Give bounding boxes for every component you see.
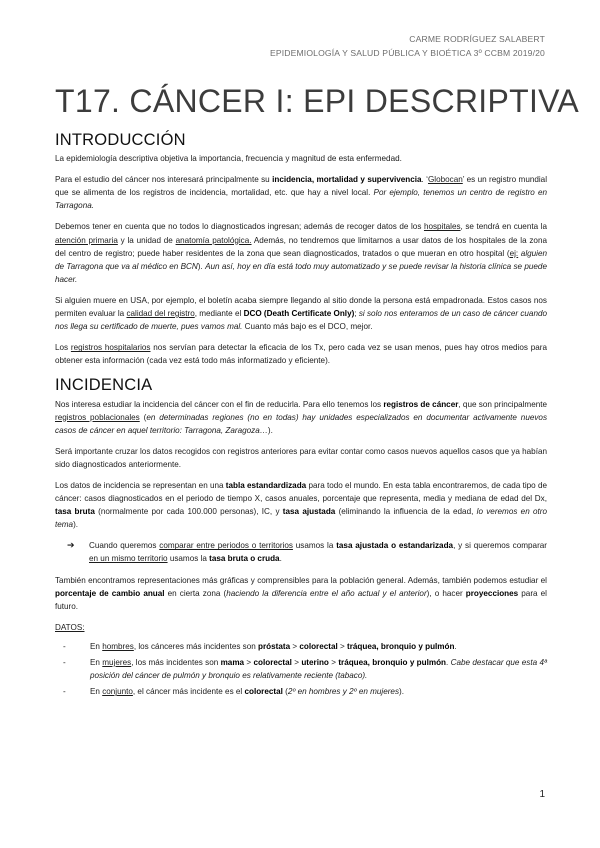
bold-term: tasa ajustada o estandarizada [336,541,454,551]
intro-paragraph-1: La epidemiología descriptiva objetiva la importancia, frecuencia y magnitud de esta enfermedad. [55,154,402,164]
text-run: Cuando queremos [89,541,160,551]
italic-note: haciendo la diferencia entre el año actual y el anterior [226,588,427,598]
bold-term: tráquea, bronquio y pulmón [338,658,447,667]
section-heading-introduccion: INTRODUCCIÓN [55,131,186,149]
list-item-text [90,656,547,682]
bold-term: colorectal [244,687,283,697]
text-run: En [90,658,103,667]
underlined-term: registros poblacionales [55,412,140,422]
text-run: ). [73,520,79,530]
bold-term: incidencia, mortalidad y supervivencia [272,175,422,185]
text-run: ). [197,261,206,271]
document-body [55,131,548,701]
bold-term: tasa ajustada [282,507,336,517]
running-header [270,32,545,60]
text-run: , mediante el [194,309,244,319]
dash-bullet-icon: - [63,641,66,651]
text-run: para todo el mundo. En esta tabla encontraremos, de cada tipo de cáncer: casos diagnosticados en el periodo de tiempo X, casos anuales, porcentaje que representa, media y mediana de edad del Dx, [55,480,548,504]
text-run: Los [55,343,71,353]
bold-term: porcentaje de cambio anual [55,588,165,598]
text-run: y la unidad de [117,235,176,245]
list-item-hombres [55,640,547,653]
text-run: Debemos tener en cuenta que no todos lo diagnosticados ingresan; además de recoger datos de los [55,222,424,232]
text-run: ). [399,687,404,697]
incidencia-paragraph-1 [55,398,547,437]
text-run: . [279,554,282,564]
text-run: Para el estudio del cáncer nos interesará principalmente su [55,175,273,185]
bold-term: tasa bruta [55,507,95,517]
text-run: ( [139,412,147,422]
text-run: (normalmente por cada 100.000 personas), IC, y [94,507,283,517]
incidencia-paragraph-4 [55,574,547,613]
underlined-term: mujeres [102,658,132,667]
text-run: para el futuro. [55,588,547,611]
text-run: , el cáncer más incidente es el [132,687,245,697]
underlined-label: DATOS: [55,622,85,632]
page-number: 1 [539,789,545,800]
intro-paragraph-2 [55,173,547,212]
text-run: > [328,658,339,667]
bold-term: uterino [301,658,329,667]
text-run: , que son principalmente [458,399,548,409]
underlined-term: Globocan [427,175,463,185]
datos-label [55,621,547,634]
text-run: > [337,641,348,651]
bold-term: registros de cáncer [383,399,459,409]
text-run: Los datos de incidencia se representan en una [55,480,226,490]
text-run: > [290,641,300,651]
italic-note: 2º en hombres y 2º en mujeres [287,687,400,697]
italic-note: Aun así, hoy en día está todo muy automatizado y se puede revisar la historia clínica se puede hacer. [55,261,547,284]
arrow-note-text [89,539,547,565]
text-run: , los más incidentes son [131,658,221,667]
section-heading-incidencia: INCIDENCIA [55,376,153,395]
text-run: , se tendrá en cuenta la [460,222,547,232]
text-run: en cierta zona ( [164,588,227,598]
bold-term: DCO (Death Certificate Only) [243,309,355,319]
text-run: En [90,687,103,697]
bold-term: tabla estandardizada [225,480,307,490]
arrow-note [67,539,547,565]
text-run: nos servían para detectar la eficacia de los Tx, pero cada vez se usan menos, pues hay otros medios para obtener esta información (cada vez está todo más informatizado y eficiente). [55,343,547,366]
header-course: EPIDEMIOLOGÍA Y SALUD PÚBLICA Y BIOÉTICA 3º CCBM 2019/20 [269,48,545,58]
incidencia-paragraph-3 [55,479,547,531]
arrow-right-icon: ➔ [67,540,75,551]
underlined-term: en un mismo territorio [89,554,168,564]
list-item-conjunto [55,685,547,698]
underlined-term: conjunto [102,687,133,697]
text-run: Cuanto más bajo es el DCO, mejor. [242,322,373,332]
italic-note: si solo nos enteramos de un caso de cáncer cuando nos llega su certificado de muerte, pues vamos mal. [55,309,548,332]
text-run: , y si queremos comparar [453,541,548,551]
italic-note: Por ejemplo, tenemos un centro de registro en Tarragona. [55,188,548,211]
document-title: T17. CÁNCER I: EPI DESCRIPTIVA [55,83,580,119]
text-run: Nos interesa estudiar la incidencia del cáncer con el fin de reducirla. Para ello tenemos los [55,399,384,409]
bold-term: proyecciones [465,588,519,598]
text-run: Además, no tendremos que limitarnos a usar datos de los hospitales de la zona del centro de registro; puede haber residentes de la zona que sean diagnosticados, tratados o que mueran en otro hospital ( [55,235,547,258]
dash-bullet-icon: - [63,687,66,697]
text-run: ). [267,425,273,435]
text-run: usamos la [292,541,337,551]
text-run: ; [354,309,359,319]
bold-term: tasa bruta o cruda [209,554,280,564]
italic-note: en determinadas regiones (no en todas) hay unidades especializados en documentar activamente nuevos casos de cáncer en aquel territorio: Tarragona, Zaragoza… [55,412,548,435]
text-run: ( [282,687,288,697]
incidencia-paragraph-2: Será importante cruzar los datos recogidos con registros anteriores para evitar contar como casos nuevos aquellos casos que ya habían sido diagnosticados anteriormente. [55,446,547,469]
text-run: > [244,658,254,667]
underlined-term: atención primaria [55,235,118,245]
text-run: . ‘ [421,175,428,185]
text-run: (eliminando la influencia de la edad, [335,507,477,517]
underlined-term: calidad del registro [126,309,195,319]
underlined-term: comparar entre periodos o territorios [159,541,293,551]
dash-bullet-icon: - [63,658,66,667]
intro-paragraph-3 [55,220,547,285]
intro-paragraph-5 [55,341,547,367]
text-run: También encontramos representaciones más gráficas y comprensibles para la población general. Además, también podemos estudiar el [55,575,547,585]
underlined-term: hospitales [423,222,461,232]
list-item-text [90,685,547,698]
header-author: CARME RODRÍGUEZ SALABERT [409,34,545,44]
text-run: . [446,658,451,667]
bold-term: colorectal [299,641,338,651]
list-item-text [90,640,547,653]
text-run: ), o hacer [426,588,466,598]
text-run: Si alguien muere en USA, por ejemplo, el boletín acaba siempre llegando al sitio donde la persona está empadronada. Estos casos nos permiten evaluar la [55,295,547,319]
text-run: . [454,641,457,651]
underlined-term: registros hospitalarios [70,343,151,353]
intro-paragraph-4 [55,294,547,333]
italic-note: Cabe destacar que esta 4ª posición del cáncer de pulmón y bronquio es relativamente reciente (tabaco). [90,658,548,681]
text-run: ’ es un registro mundial que se alimenta de los registros de incidencia, mortalidad, etc. que hay a nivel local. [55,175,547,198]
text-run: > [291,658,302,667]
bold-term: próstata [258,641,291,651]
list-item-mujeres [55,656,547,682]
bold-term: colorectal [253,658,292,667]
italic-note: alguien de Tarragona que va al médico en BCN [55,248,548,271]
text-run: , los cánceres más incidentes son [133,641,259,651]
underlined-term: hombres [102,641,134,651]
underlined-term: anatomía patológica. [175,235,252,245]
datos-list [55,640,547,698]
bold-term: mama [220,658,245,667]
bold-term: tráquea, bronquio y pulmón [347,641,455,651]
text-run: En [90,641,103,651]
underlined-term: ej: [509,248,519,258]
text-run: usamos la [167,554,210,564]
italic-note: lo veremos en otro tema [55,507,548,530]
